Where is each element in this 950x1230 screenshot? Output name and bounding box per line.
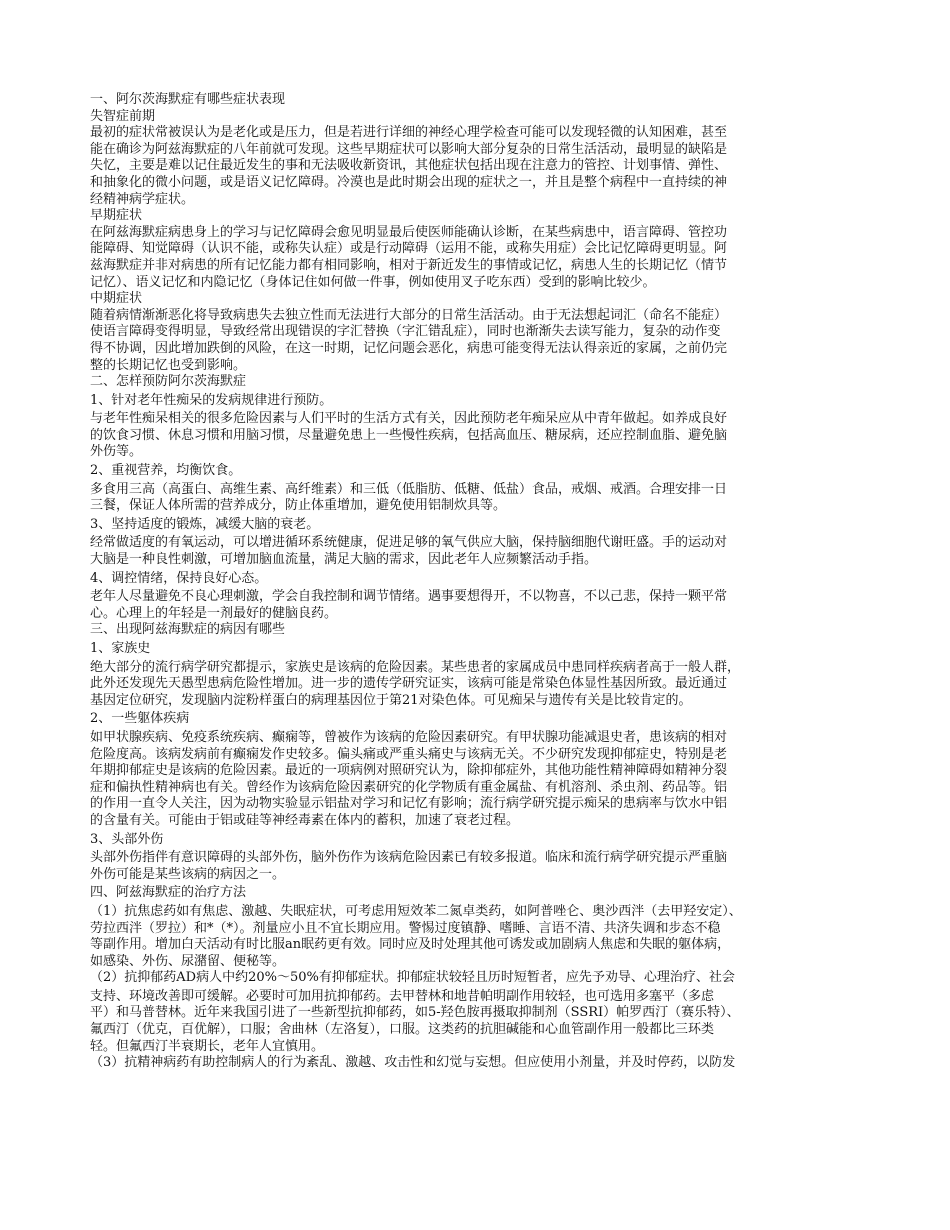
text-line: 整的长期记忆也受到影响。	[90, 357, 247, 373]
text-line: 三、出现阿兹海默症的病因有哪些	[90, 622, 286, 638]
text-line: 能障碍、知觉障碍（认识不能，或称失认症）或是行动障碍（运用不能，或称失用症）会比记忆障碍更明显。阿	[90, 241, 728, 257]
text-line: 年期抑郁症史是该病的危险因素。最近的一项病例对照研究认为，除抑郁症外，其他功能性精神障碍如精神分裂	[90, 763, 728, 779]
text-line: 多食用三高（高蛋白、高维生素、高纤维素）和三低（低脂肪、低糖、低盐）食品，戒烟、戒酒。合理安排一日	[90, 481, 728, 497]
text-line: 记忆）、语义记忆和内隐记忆（身体记住如何做一件事，例如使用叉子吃东西）受到的影响比较少。	[90, 274, 656, 290]
text-line: 绝大部分的流行病学研究都提示，家族史是该病的危险因素。某些患者的家属成员中患同样疾病者高于一般人群，	[90, 659, 741, 675]
text-line: 外伤可能是某些该病的病因之一。	[90, 866, 286, 882]
text-line: 兹海默症并非对病患的所有记忆能力都有相同影响，相对于新近发生的事情或记忆，病患人生的长期记忆（情节	[90, 257, 728, 273]
text-line: 早期症状	[90, 208, 143, 224]
text-line: 的作用一直令人关注，因为动物实验显示铝盐对学习和记忆有影响；流行病学研究提示痴呆的患病率与饮水中铝	[90, 796, 728, 812]
text-line: 最初的症状常被误认为是老化或是压力，但是若进行详细的神经心理学检查可能可以发现轻微的认知困难，甚至	[90, 125, 728, 141]
text-line: 和抽象化的微小问题，或是语义记忆障碍。冷漠也是此时期会出现的症状之一，并且是整个病程中一直持续的神	[90, 174, 728, 190]
text-line: 症和偏执性精神病也有关。曾经作为该病危险因素研究的化学物质有重金属盐、有机溶剂、杀虫剂、药品等。铝	[90, 779, 728, 795]
text-line: 一、阿尔茨海默症有哪些症状表现	[90, 92, 286, 107]
text-line: 危险度高。该病发病前有癫痫发作史较多。偏头痛或严重头痛史与该病无关。不少研究发现抑郁症史，特别是老	[90, 746, 728, 762]
text-line: 心。心理上的年轻是一剂最好的健脑良药。	[90, 605, 338, 621]
text-line: 二、怎样预防阿尔茨海默症	[90, 374, 247, 390]
text-line: （1）抗焦虑药如有焦虑、激越、失眠症状，可考虑用短效苯二氮卓类药，如阿普唑仑、奥沙西泮（去甲羟安定）、	[90, 903, 742, 919]
text-line: 1、针对老年性痴呆的发病规律进行预防。	[90, 392, 333, 408]
text-line: 中期症状	[90, 291, 143, 307]
text-line: 失智症前期	[90, 108, 156, 124]
text-line: 支持、环境改善即可缓解。必要时可加用抗抑郁药。去甲替林和地昔帕明副作用较轻，也可选用多塞平（多虑	[90, 988, 715, 1004]
text-line: （3）抗精神病药有助控制病人的行为紊乱、激越、攻击性和幻觉与妄想。但应使用小剂量，并及时停药，以防发	[90, 1055, 736, 1071]
text-line: 此外还发现先天愚型患病危险性增加。进一步的遗传学研究证实，该病可能是常染色体显性基因所致。最近通过	[90, 676, 728, 692]
text-line: 的饮食习惯、休息习惯和用脑习惯，尽量避免患上一些慢性疾病，包括高血压、糖尿病，还应控制血脂、避免脑	[90, 427, 728, 443]
document-body	[90, 92, 860, 1072]
text-line: 经常做适度的有氧运动，可以增进循环系统健康，促进足够的氧气供应大脑，保持脑细胞代谢旺盛。手的运动对	[90, 535, 728, 551]
text-line: 如甲状腺疾病、免疫系统疾病、癫痫等，曾被作为该病的危险因素研究。有甲状腺功能减退史者，患该病的相对	[90, 729, 728, 745]
text-line: 外伤等。	[90, 444, 143, 460]
text-line: 基因定位研究，发现脑内淀粉样蛋白的病理基因位于第21对染色体。可见痴呆与遗传有关是比较肯定的。	[90, 692, 692, 708]
text-line: 2、一些躯体疾病	[90, 711, 190, 727]
text-line: 得不协调，因此增加跌倒的风险，在这一时期，记忆问题会恶化，病患可能变得无法认得亲近的家属，之前仍完	[90, 340, 728, 356]
text-line: 老年人尽量避免不良心理刺激，学会自我控制和调节情绪。遇事要想得开，不以物喜，不以己悲，保持一颗平常	[90, 589, 728, 605]
text-line: 的含量有关。可能由于铝或硅等神经毒素在体内的蓄积，加速了衰老过程。	[90, 812, 520, 828]
text-line: 平）和马普替林。近年来我国引进了一些新型抗抑郁药，如5-羟色胺再摄取抑制剂（SSRI）帕罗西汀（赛乐特）、	[90, 1005, 740, 1021]
text-line: 4、调控情绪，保持良好心态。	[90, 570, 268, 586]
text-line: 能在确诊为阿兹海默症的八年前就可发现。这些早期症状可以影响大部分复杂的日常生活活动，最明显的缺陷是	[90, 141, 728, 157]
text-line: 3、头部外伤	[90, 831, 164, 847]
text-line: 经精神病学症状。	[90, 191, 195, 207]
text-line: 头部外伤指伴有意识障碍的头部外伤，脑外伤作为该病危险因素已有较多报道。临床和流行病学研究提示严重脑	[90, 850, 728, 866]
text-line: 1、家族史	[90, 641, 151, 656]
text-line: 失忆，主要是难以记住最近发生的事和无法吸收新资讯，其他症状包括出现在注意力的管控、计划事情、弹性、	[90, 158, 728, 174]
text-line: 氟西汀（优克，百优解），口服；舍曲林（左洛复），口服。这类药的抗胆碱能和心血管副作用一般都比三环类	[90, 1022, 715, 1038]
text-line: 在阿兹海默症病患身上的学习与记忆障碍会愈见明显最后使医师能确认诊断，在某些病患中，语言障碍、管控功	[90, 224, 728, 240]
text-line: 等副作用。增加白天活动有时比服an眠药更有效。同时应及时处理其他可诱发或加剧病人焦虑和失眠的躯体病，	[90, 937, 731, 953]
text-line: 四、阿兹海默症的治疗方法	[90, 885, 247, 901]
text-line: （2）抗抑郁药AD病人中约20%～50%有抑郁症状。抑郁症状较轻且历时短暂者，应先予劝导、心理治疗、社会	[90, 970, 735, 986]
text-line: 2、重视营养，均衡饮食。	[90, 463, 242, 479]
text-line: 与老年性痴呆相关的很多危险因素与人们平时的生活方式有关，因此预防老年痴呆应从中青年做起。如养成良好	[90, 411, 728, 427]
text-line: 大脑是一种良性刺激，可增加脑血流量，满足大脑的需求，因此老年人应频繁活动手指。	[90, 552, 598, 568]
text-line: 轻。但氟西汀半衰期长，老年人宜慎用。	[90, 1038, 325, 1054]
text-line: 随着病情渐渐恶化将导致病患失去独立性而无法进行大部分的日常生活活动。由于无法想起词汇（命名不能症）	[90, 307, 728, 323]
text-line: 3、坚持适度的锻炼，减缓大脑的衰老。	[90, 516, 320, 532]
text-line: 劳拉西泮（罗拉）和*（*）。剂量应小且不宜长期应用。警惕过度镇静、嗜睡、言语不清、共济失调和步态不稳	[90, 920, 721, 936]
text-line: 如感染、外伤、尿潴留、便秘等。	[90, 953, 286, 969]
text-line: 三餐，保证人体所需的营养成分，防止体重增加，避免使用铝制炊具等。	[90, 498, 507, 514]
text-line: 使语言障碍变得明显，导致经常出现错误的字汇替换（字汇错乱症），同时也渐渐失去读写能力，复杂的动作变	[90, 324, 721, 340]
